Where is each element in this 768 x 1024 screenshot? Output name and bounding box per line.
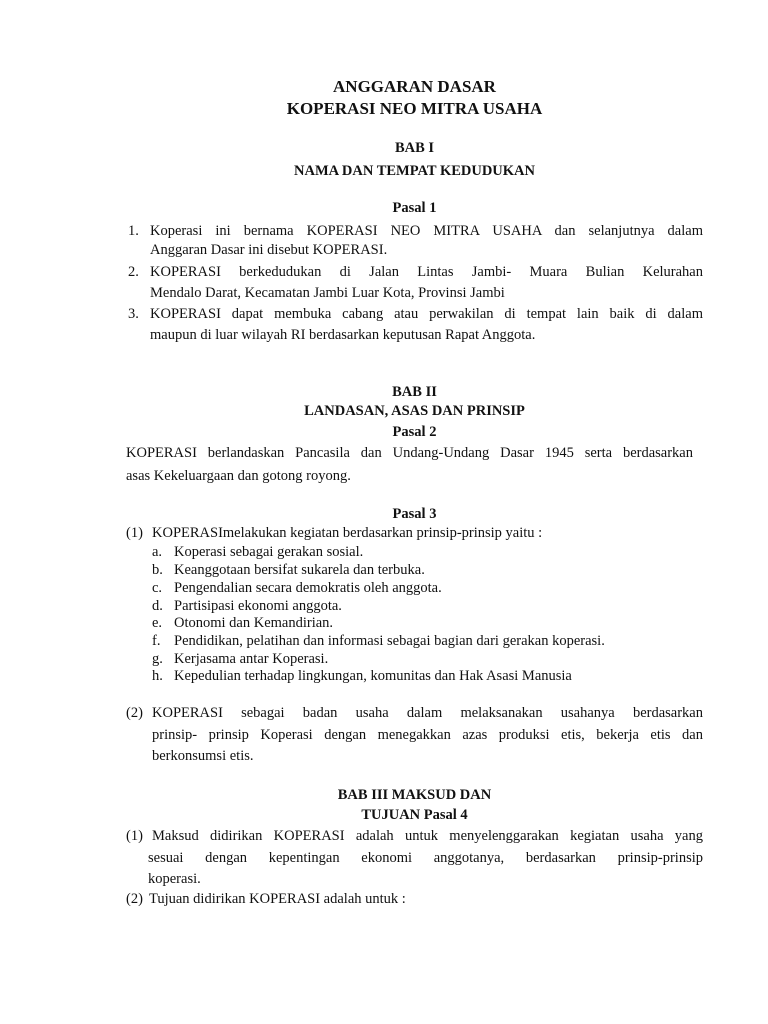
list-letter: g. xyxy=(152,651,163,667)
list-letter: b. xyxy=(152,562,163,578)
pasal3-heading: Pasal 3 xyxy=(392,506,437,522)
list-item: Pendidikan, pelatihan dan informasi sebagai bagian dari gerakan koperasi. xyxy=(174,633,605,649)
pasal4-p2-text: Tujuan didirikan KOPERASI adalah untuk : xyxy=(149,891,406,907)
list-letter: h. xyxy=(152,668,163,684)
bab1-heading: BAB I xyxy=(394,140,435,156)
pasal1-heading: Pasal 1 xyxy=(392,200,437,216)
pasal2-line: asas Kekeluargaan dan gotong royong. xyxy=(126,468,351,484)
pasal3-p2-line: prinsip- prinsip Koperasi dengan menegakkan azas produksi etis, bekerja etis dan xyxy=(152,727,703,743)
paragraph-number: (1) xyxy=(126,828,143,844)
bab3-heading: BAB III MAKSUD DAN xyxy=(337,787,492,803)
document-subtitle: KOPERASI NEO MITRA USAHA xyxy=(286,99,543,118)
list-item: Kerjasama antar Koperasi. xyxy=(174,651,329,667)
bab1-subheading: NAMA DAN TEMPAT KEDUDUKAN xyxy=(294,163,535,179)
document-title: ANGGARAN DASAR xyxy=(333,77,496,96)
pasal1-item-1-line: Koperasi ini bernama KOPERASI NEO MITRA USAHA dan selanjutnya dalam xyxy=(150,223,703,239)
pasal4-p1-line: Maksud didirikan KOPERASI adalah untuk menyelenggarakan kegiatan usaha yang xyxy=(152,828,703,844)
pasal2-heading: Pasal 2 xyxy=(392,424,437,440)
list-item: Pengendalian secara demokratis oleh anggota. xyxy=(174,580,442,596)
list-item: Keanggotaan bersifat sukarela dan terbuka. xyxy=(174,562,425,578)
pasal1-item-2-line: Mendalo Darat, Kecamatan Jambi Luar Kota, Provinsi Jambi xyxy=(150,285,505,301)
list-item: Partisipasi ekonomi anggota. xyxy=(174,598,342,614)
bab2-subheading: LANDASAN, ASAS DAN PRINSIP xyxy=(304,403,525,419)
list-letter: e. xyxy=(152,615,163,631)
list-letter: d. xyxy=(152,598,163,614)
pasal1-item-3-line: KOPERASI dapat membuka cabang atau perwakilan di tempat lain baik di dalam xyxy=(150,306,703,322)
list-number: 2. xyxy=(128,264,139,280)
pasal3-p2-line: berkonsumsi etis. xyxy=(152,748,254,764)
pasal4-p1-line: koperasi. xyxy=(148,871,201,887)
list-number: 1. xyxy=(128,223,139,239)
list-letter: c. xyxy=(152,580,163,596)
pasal2-line: KOPERASI berlandaskan Pancasila dan Undang-Undang Dasar 1945 serta berdasarkan xyxy=(126,445,693,461)
list-item: Koperasi sebagai gerakan sosial. xyxy=(174,544,364,560)
list-letter: a. xyxy=(152,544,163,560)
list-item: Otonomi dan Kemandirian. xyxy=(174,615,334,631)
pasal4-p1-line: sesuai dengan kepentingan ekonomi anggotanya, berdasarkan prinsip-prinsip xyxy=(148,850,703,866)
pasal3-p2-line: KOPERASI sebagai badan usaha dalam melaksanakan usahanya berdasarkan xyxy=(152,705,703,721)
pasal3-p1-text: KOPERASImelakukan kegiatan berdasarkan prinsip-prinsip yaitu : xyxy=(152,525,543,541)
list-number: 3. xyxy=(128,306,139,322)
list-item: Kepedulian terhadap lingkungan, komunitas dan Hak Asasi Manusia xyxy=(174,668,572,684)
pasal1-item-2-line: KOPERASI berkedudukan di Jalan Lintas Jambi- Muara Bulian Kelurahan xyxy=(150,264,703,280)
list-letter: f. xyxy=(152,633,161,649)
bab3-subheading: TUJUAN Pasal 4 xyxy=(361,807,468,823)
bab2-heading: BAB II xyxy=(392,384,437,400)
paragraph-number: (1) xyxy=(126,525,143,541)
pasal1-item-3-line: maupun di luar wilayah RI berdasarkan keputusan Rapat Anggota. xyxy=(150,327,536,343)
paragraph-number: (2) xyxy=(126,705,143,721)
paragraph-number: (2) xyxy=(126,891,143,907)
pasal1-item-1-line: Anggaran Dasar ini disebut KOPERASI. xyxy=(150,242,388,258)
